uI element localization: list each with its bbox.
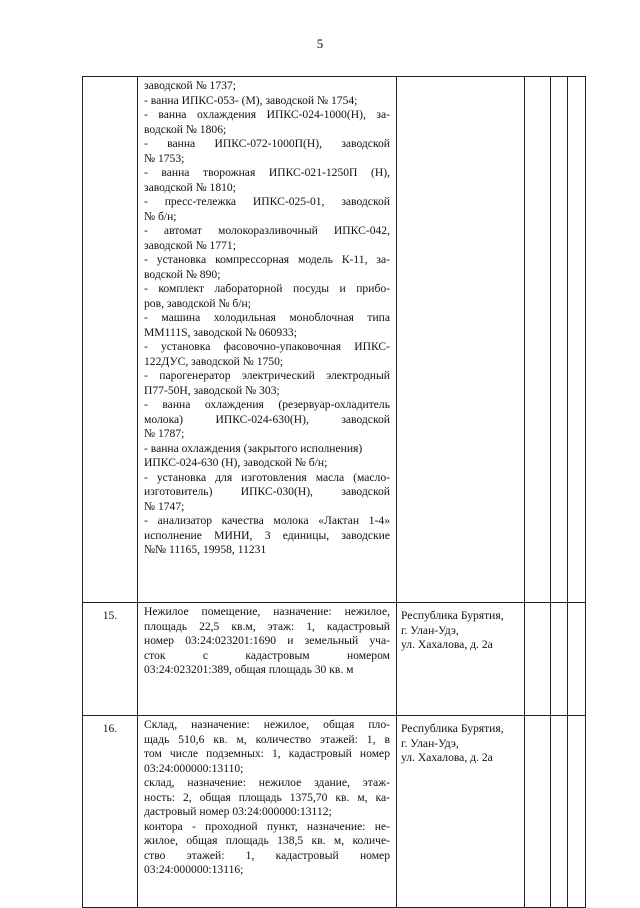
empty-cell bbox=[568, 716, 586, 908]
empty-cell bbox=[525, 603, 551, 716]
text-line: ство этажей: 1, кадастровый номер bbox=[144, 848, 390, 862]
text-line: ров, заводской № б/н; bbox=[144, 296, 251, 310]
text-line: номер 03:24:023201:1690 и земельный уча- bbox=[144, 634, 390, 647]
text-line: Нежилое помещение, назначение: нежилое, bbox=[144, 605, 390, 618]
text-line: 03:24:000000:13110; bbox=[144, 761, 244, 775]
text-line: изготовитель) ИПКС-030(Н), заводской bbox=[144, 485, 390, 498]
property-table bbox=[82, 76, 586, 908]
empty-cell bbox=[551, 603, 568, 716]
text-line: жилое, общая площадь 138,5 кв. м, количе- bbox=[144, 834, 390, 847]
property-description bbox=[138, 603, 397, 716]
text-line: ММ111S, заводской № 060933; bbox=[144, 325, 297, 339]
row-number bbox=[83, 77, 138, 603]
property-address bbox=[397, 716, 525, 908]
text-line: - комплект лабораторной посуды и прибо- bbox=[144, 282, 390, 295]
text-line: дастровый номер 03:24:000000:13112; bbox=[144, 805, 332, 818]
text-line: ИПКС-024-630 (Н), заводской № б/н; bbox=[144, 456, 328, 469]
text-line: водской № 1806; bbox=[144, 122, 227, 136]
text-line: № 1787; bbox=[144, 427, 185, 440]
text-line: - установка фасовочно-упаковочная ИПКС- bbox=[144, 340, 390, 353]
text-line: заводской № 1810; bbox=[144, 180, 236, 194]
text-line: 122ДУС, заводской № 1750; bbox=[144, 354, 284, 368]
empty-cell bbox=[525, 716, 551, 908]
text-line: Склад, назначение: нежилое, общая пло- bbox=[144, 718, 390, 731]
row-number: 16. bbox=[83, 716, 138, 908]
text-line: водской № 890; bbox=[144, 267, 221, 281]
text-line: - анализатор качества молока «Лактан 1-4» bbox=[144, 514, 390, 527]
text-line: - установка компрессорная модель К-11, за- bbox=[144, 253, 390, 266]
text-line: - установка для изготовления масла (масло- bbox=[144, 470, 390, 484]
text-line: г. Улан-Удэ, bbox=[401, 736, 459, 750]
table-row bbox=[83, 716, 586, 908]
text-line: г. Улан-Удэ, bbox=[401, 623, 459, 637]
empty-cell bbox=[551, 716, 568, 908]
text-line: - ванна ИПКС-072-1000П(Н), заводской bbox=[144, 137, 390, 150]
text-line: - пресс-тележка ИПКС-025-01, заводской bbox=[144, 195, 390, 208]
empty-cell bbox=[551, 77, 568, 603]
text-line: ул. Хахалова, д. 2а bbox=[401, 751, 493, 764]
text-line: - ванна ИПКС-053- (М), заводской № 1754; bbox=[144, 93, 358, 107]
text-line: Республика Бурятия, bbox=[401, 722, 504, 735]
text-line: щадь 510,6 кв. м, количество этажей: 1, в bbox=[144, 732, 390, 746]
text-line: № 1753; bbox=[144, 151, 185, 165]
text-line: молока) ИПКС-024-630(Н), заводской bbox=[144, 412, 390, 426]
text-line: исполнение МИНИ, 3 единицы, заводские bbox=[144, 528, 390, 542]
empty-cell bbox=[568, 77, 586, 603]
page-number: 5 bbox=[316, 36, 324, 51]
table-row bbox=[83, 603, 586, 716]
property-description bbox=[138, 716, 397, 908]
text-line: - ванна охлаждения (закрытого исполнения) bbox=[144, 441, 363, 455]
text-line: Республика Бурятия, bbox=[401, 609, 504, 622]
text-line: - ванна охлаждения (резервуар-охладитель bbox=[144, 398, 390, 411]
text-line: склад, назначение: нежилое здание, этаж- bbox=[144, 776, 390, 789]
text-line: площадь 22,5 кв.м, этаж: 1, кадастровый bbox=[144, 619, 390, 633]
text-line: № 1747; bbox=[144, 499, 185, 513]
text-line: заводской № 1737; bbox=[144, 79, 236, 92]
empty-cell bbox=[525, 77, 551, 603]
text-line: - машина холодильная моноблочная типа bbox=[144, 311, 390, 324]
text-line: ность: 2, общая площадь 1375,70 кв. м, ка- bbox=[144, 790, 390, 804]
row-number: 15. bbox=[83, 603, 138, 716]
text-line: сток с кадастровым номером bbox=[144, 648, 390, 662]
text-line: ул. Хахалова, д. 2а bbox=[401, 638, 493, 651]
text-line: №№ 11165, 19958, 11231 bbox=[144, 543, 267, 556]
text-line: П77-50Н, заводской № 303; bbox=[144, 383, 280, 397]
property-address bbox=[397, 77, 525, 603]
text-line: 03:24:000000:13116; bbox=[144, 863, 244, 876]
text-line: контора - проходной пункт, назначение: не- bbox=[144, 819, 390, 833]
text-line: - ванна творожная ИПКС-021-1250П (Н), bbox=[144, 166, 390, 179]
property-description bbox=[138, 77, 397, 603]
table-row bbox=[83, 77, 586, 603]
text-line: № б/н; bbox=[144, 209, 177, 223]
text-line: 03:24:023201:389, общая площадь 30 кв. м bbox=[144, 663, 354, 676]
empty-cell bbox=[568, 603, 586, 716]
text-line: - ванна охлаждения ИПКС-024-1000(Н), за- bbox=[144, 108, 390, 121]
text-line: - автомат молокоразливочный ИПКС-042, bbox=[144, 224, 390, 237]
text-line: том числе подземных: 1, кадастровый номер bbox=[144, 747, 390, 760]
text-line: заводской № 1771; bbox=[144, 238, 236, 252]
text-line: - парогенератор электрический электродный bbox=[144, 369, 390, 382]
property-address bbox=[397, 603, 525, 716]
